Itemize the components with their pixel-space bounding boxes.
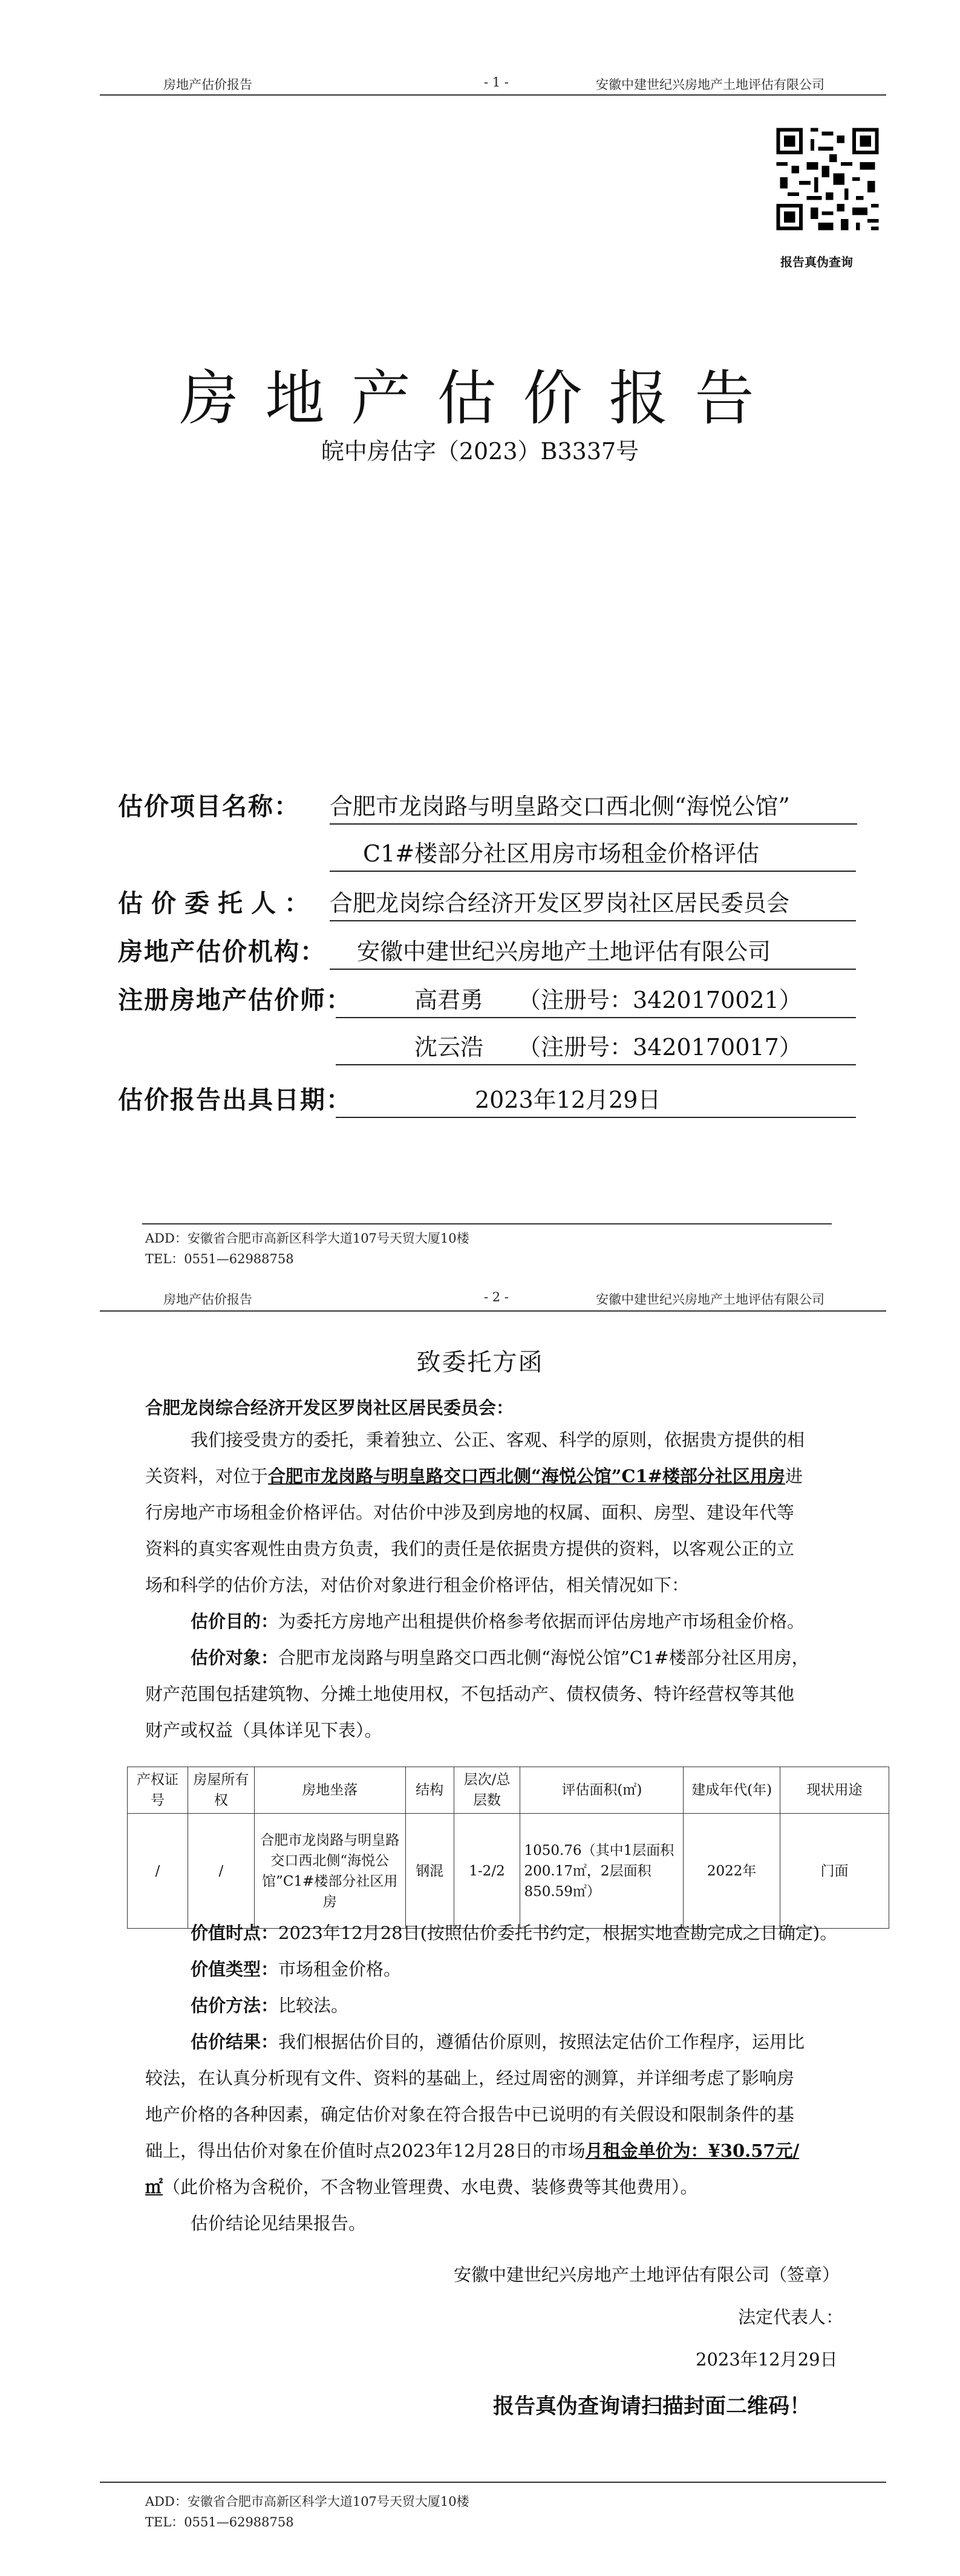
project-line-2: C1#楼部分社区用房市场租金价格评估 [330, 835, 856, 872]
header-left: 房地产估价报告 [163, 1292, 252, 1307]
salutation: 合肥龙岗综合经济开发区罗岗社区居民委员会： [145, 1398, 514, 1418]
result-text: 础上，得出估价对象在价值时点2023年12月28日的市场 [145, 2140, 586, 2161]
appraiser-2: 沈云浩 （注册号：3420170017） [336, 1028, 856, 1065]
intro-line-1: 我们接受贵方的委托，秉着独立、公正、客观、科学的原则，依据贵方提供的相 [191, 1430, 805, 1450]
table-header-cell: 结构 [405, 1767, 454, 1814]
rent-price-unit: ㎡ [145, 2177, 163, 2197]
value-date-value: 2023年12月28日(按照估价委托书约定，根据实地查勘完成之日确定)。 [278, 1923, 838, 1943]
result-line-3: 地产价格的各种因素，确定估价对象在符合报告中已说明的有关假设和限制条件的基 [145, 2104, 795, 2125]
purpose-line [191, 1603, 805, 1639]
object-line-3: 财产或权益（具体详见下表）。 [145, 1720, 382, 1741]
header-divider [100, 1310, 886, 1312]
header-right: 安徽中建世纪兴房地产土地评估有限公司 [596, 77, 824, 92]
table-row [128, 1814, 889, 1929]
value-date-label: 价值时点： [191, 1923, 279, 1943]
header-page-number: - 2 - [484, 1290, 509, 1304]
agency-label: 房地产估价机构： [118, 937, 326, 966]
method-value: 比较法。 [278, 1995, 349, 2016]
value-date-line [191, 1915, 837, 1951]
header-right: 安徽中建世纪兴房地产土地评估有限公司 [596, 1292, 824, 1307]
table-header-row [128, 1767, 889, 1814]
value-type-line [191, 1951, 401, 1987]
method-line [191, 1987, 348, 2024]
object-line-1 [191, 1639, 809, 1676]
intro-property-address: 合肥市龙岗路与明皇路交口西北侧“海悦公馆”C1#楼部分社区用房 [268, 1466, 785, 1486]
footer-address: ADD：安徽省合肥市高新区科学大道107号天贸大厦10楼 [145, 1231, 469, 1246]
verify-note: 报告真伪查询请扫描封面二维码！ [493, 2394, 811, 2419]
legal-representative: 法定代表人： [738, 2307, 844, 2327]
result-line-4 [145, 2133, 799, 2169]
table-cell: 1-2/2 [454, 1814, 520, 1929]
table-cell: 2022年 [684, 1814, 780, 1929]
result-line-2: 较法，在认真分析现有文件、资料的基础上，经过周密的测算，并详细考虑了影响房 [145, 2068, 795, 2088]
report-number: 皖中房估字（2023）B3337号 [321, 438, 639, 465]
result-text: （此价格为含税价，不含物业管理费、水电费、装修费等其他费用）。 [163, 2177, 698, 2197]
table-header-cell: 房屋所有权 [188, 1767, 254, 1814]
header-divider [100, 94, 886, 96]
client-label: 估价委托人： [118, 889, 318, 918]
report-title: 房地产估价报告 [179, 364, 781, 433]
intro-text: 进 [785, 1466, 803, 1486]
intro-line-3: 行房地产市场租金价格评估。对估价中涉及到房地的权属、面积、房型、建设年代等 [145, 1502, 795, 1523]
property-table [127, 1767, 889, 1929]
intro-line-4: 资料的真实客观性由贵方负责，我们的责任是依据贵方提供的资料，以客观公正的立 [145, 1538, 795, 1559]
table-header-cell: 产权证号 [128, 1767, 188, 1814]
table-cell: / [128, 1814, 188, 1929]
qr-code-icon [772, 124, 883, 234]
footer-address: ADD：安徽省合肥市高新区科学大道107号天贸大厦10楼 [145, 2494, 469, 2509]
table-header-cell: 层次/总层数 [454, 1767, 520, 1814]
method-label: 估价方法： [191, 1995, 279, 2016]
footer-tel: TEL：0551—62988758 [145, 1252, 294, 1266]
date-value: 2023年12月29日 [336, 1081, 856, 1118]
conclusion-line: 估价结论见结果报告。 [191, 2213, 367, 2234]
qr-caption: 报告真伪查询 [780, 255, 853, 269]
client-value: 合肥龙岗综合经济开发区罗岗社区居民委员会 [330, 884, 856, 921]
purpose-label: 估价目的： [191, 1611, 279, 1632]
table-cell: 1050.76（其中1层面积200.17㎡，2层面积850.59㎡） [520, 1814, 684, 1929]
value-type-label: 价值类型： [191, 1959, 279, 1979]
table-header-cell: 现状用途 [780, 1767, 889, 1814]
header-left: 房地产估价报告 [163, 77, 252, 92]
intro-line-2 [145, 1458, 803, 1494]
result-label: 估价结果： [191, 2032, 279, 2052]
value-type-value: 市场租金价格。 [278, 1959, 402, 1979]
project-line-1: 合肥市龙岗路与明皇路交口西北侧“海悦公馆” [330, 788, 857, 825]
letter-title: 致委托方函 [416, 1348, 544, 1376]
footer-tel: TEL：0551—62988758 [145, 2515, 294, 2529]
footer-divider [142, 1223, 832, 1224]
header-page-number: - 1 - [484, 75, 509, 90]
appraiser-1: 高君勇 （注册号：3420170021） [336, 981, 856, 1018]
agency-value: 安徽中建世纪兴房地产土地评估有限公司 [330, 933, 856, 970]
result-text: 我们根据估价目的，遵循估价原则，按照法定估价工作程序，运用比 [278, 2032, 805, 2052]
table-header-cell: 评估面积(㎡) [520, 1767, 684, 1814]
table-cell: 合肥市龙岗路与明皇路交口西北侧“海悦公馆”C1#楼部分社区用房 [254, 1814, 405, 1929]
result-line-5 [145, 2169, 698, 2205]
table-cell: 钢混 [405, 1814, 454, 1929]
table-cell: 门面 [780, 1814, 889, 1929]
object-label: 估价对象： [191, 1647, 279, 1668]
result-line-1 [191, 2024, 805, 2060]
rent-price: 月租金单价为：¥30.57元/ [585, 2140, 800, 2161]
appraiser-label: 注册房地产估价师： [118, 986, 352, 1015]
sign-date: 2023年12月29日 [696, 2349, 838, 2370]
table-cell: / [188, 1814, 254, 1929]
table-header-cell: 房地坐落 [254, 1767, 405, 1814]
table-header-cell: 建成年代(年) [684, 1767, 780, 1814]
object-line-2: 财产范围包括建筑物、分摊土地使用权，不包括动产、债权债务、特许经营权等其他 [145, 1684, 795, 1704]
intro-text: 关资料，对位于 [145, 1466, 269, 1486]
footer-divider [100, 2482, 886, 2483]
company-signature: 安徽中建世纪兴房地产土地评估有限公司（签章） [454, 2264, 840, 2285]
date-label: 估价报告出具日期： [118, 1085, 352, 1114]
object-value: 合肥市龙岗路与明皇路交口西北侧“海悦公馆”C1#楼部分社区用房， [278, 1647, 809, 1668]
intro-line-5: 场和科学的估价方法，对估价对象进行租金价格评估，相关情况如下： [145, 1575, 690, 1595]
purpose-value: 为委托方房地产出租提供价格参考依据而评估房地产市场租金价格。 [278, 1611, 805, 1632]
project-label: 估价项目名称： [118, 792, 300, 821]
